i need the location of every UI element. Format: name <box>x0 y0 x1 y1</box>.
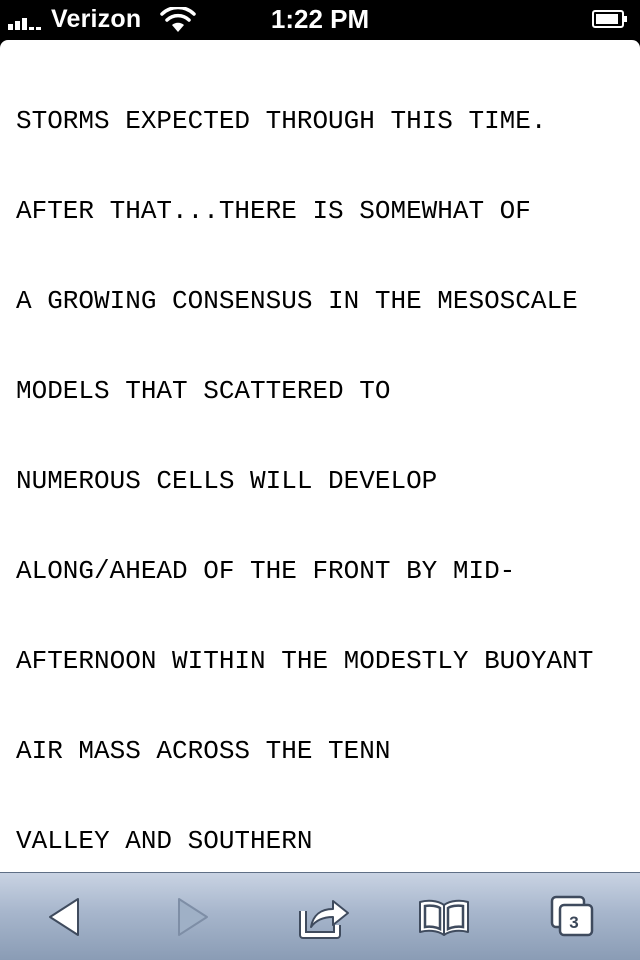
forward-arrow-icon <box>175 897 211 937</box>
bookmarks-button[interactable] <box>414 889 474 945</box>
text-line: VALLEY AND SOUTHERN <box>16 826 313 856</box>
text-line: STORMS EXPECTED THROUGH THIS TIME. <box>16 106 547 136</box>
text-line: A GROWING CONSENSUS IN THE MESOSCALE <box>16 286 578 316</box>
status-bar <box>0 0 640 40</box>
text-line: AFTERNOON WITHIN THE MODESTLY BUOYANT <box>16 646 594 676</box>
back-arrow-icon <box>46 897 82 937</box>
forward-button <box>163 889 223 945</box>
share-icon <box>297 895 351 939</box>
text-line: MODELS THAT SCATTERED TO <box>16 376 391 406</box>
back-button[interactable] <box>34 889 94 945</box>
forecast-discussion-text <box>16 46 593 872</box>
text-line: AIR MASS ACROSS THE TENN <box>16 736 391 766</box>
battery-icon <box>592 10 628 28</box>
status-time: 1:22 PM <box>270 4 370 34</box>
tab-count-badge: 3 <box>569 913 579 932</box>
text-line: ALONG/AHEAD OF THE FRONT BY MID- <box>16 556 516 586</box>
browser-toolbar <box>0 872 640 960</box>
carrier-name: Verizon <box>51 5 142 33</box>
share-button[interactable] <box>294 889 354 945</box>
text-line: NUMEROUS CELLS WILL DEVELOP <box>16 466 438 496</box>
tabs-button[interactable] <box>544 889 604 945</box>
web-content[interactable] <box>0 40 640 872</box>
text-line: AFTER THAT...THERE IS SOMEWHAT OF <box>16 196 531 226</box>
bookmarks-book-icon <box>417 897 471 937</box>
